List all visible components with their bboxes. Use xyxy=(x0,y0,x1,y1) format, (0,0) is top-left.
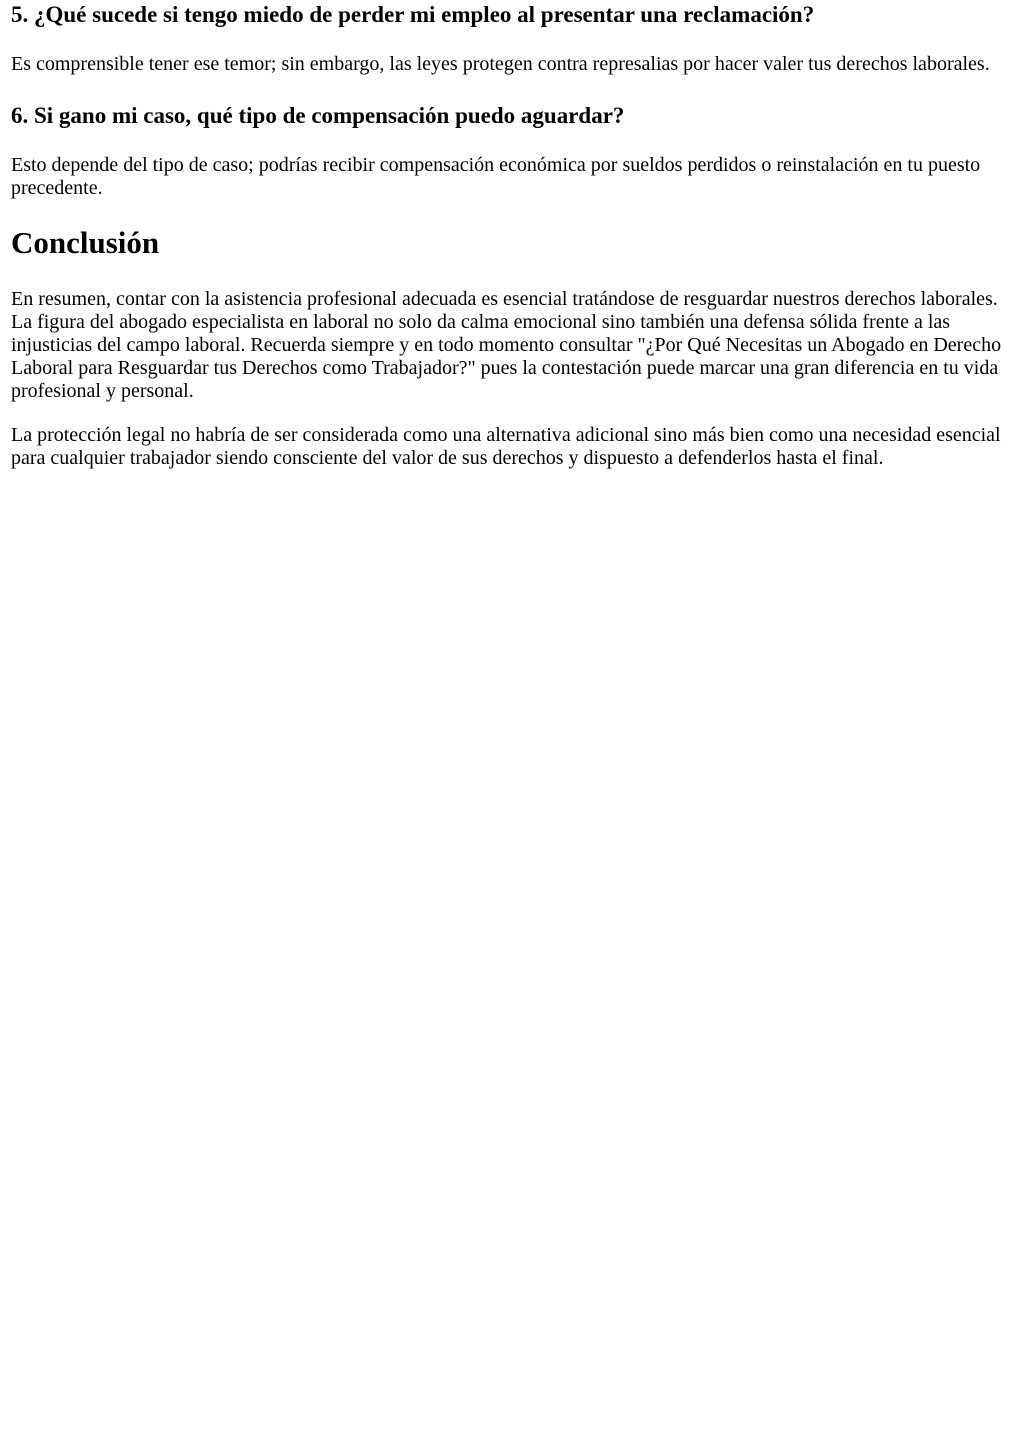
article-body xyxy=(0,0,1024,470)
faq-answer-5: Es comprensible tener ese temor; sin embargo, las leyes protegen contra represalias por hacer valer tus derechos laborales. xyxy=(11,53,990,75)
faq-answer-6: Esto depende del tipo de caso; podrías recibir compensación económica por sueldos perdidos o reinstalación en tu puesto precedente. xyxy=(11,154,981,199)
faq-question-5: 5. ¿Qué sucede si tengo miedo de perder mi empleo al presentar una reclamación? xyxy=(11,2,815,27)
conclusion-paragraph-2: La protección legal no habría de ser considerada como una alternativa adicional sino más bien como una necesidad esencial para cualquier trabajador siendo consciente del valor de sus derechos y dispuesto a defenderlos hasta el final. xyxy=(11,424,1001,469)
conclusion-section xyxy=(11,225,1013,470)
faq-section xyxy=(11,0,1013,200)
conclusion-paragraph-1: En resumen, contar con la asistencia profesional adecuada es esencial tratándose de resguardar nuestros derechos laborales. La figura del abogado especialista en laboral no solo da calma emocional sino también una defensa sólida frente a las injusticias del campo laboral. Recuerda siempre y en todo momento consultar "¿Por Qué Necesitas un Abogado en Derecho Laboral para Resguardar tus Derechos como Trabajador?" pues la contestación puede marcar una gran diferencia en tu vida profesional y personal. xyxy=(11,288,1002,402)
conclusion-heading: Conclusión xyxy=(11,225,160,260)
faq-question-6: 6. Si gano mi caso, qué tipo de compensación puedo aguardar? xyxy=(11,103,625,128)
